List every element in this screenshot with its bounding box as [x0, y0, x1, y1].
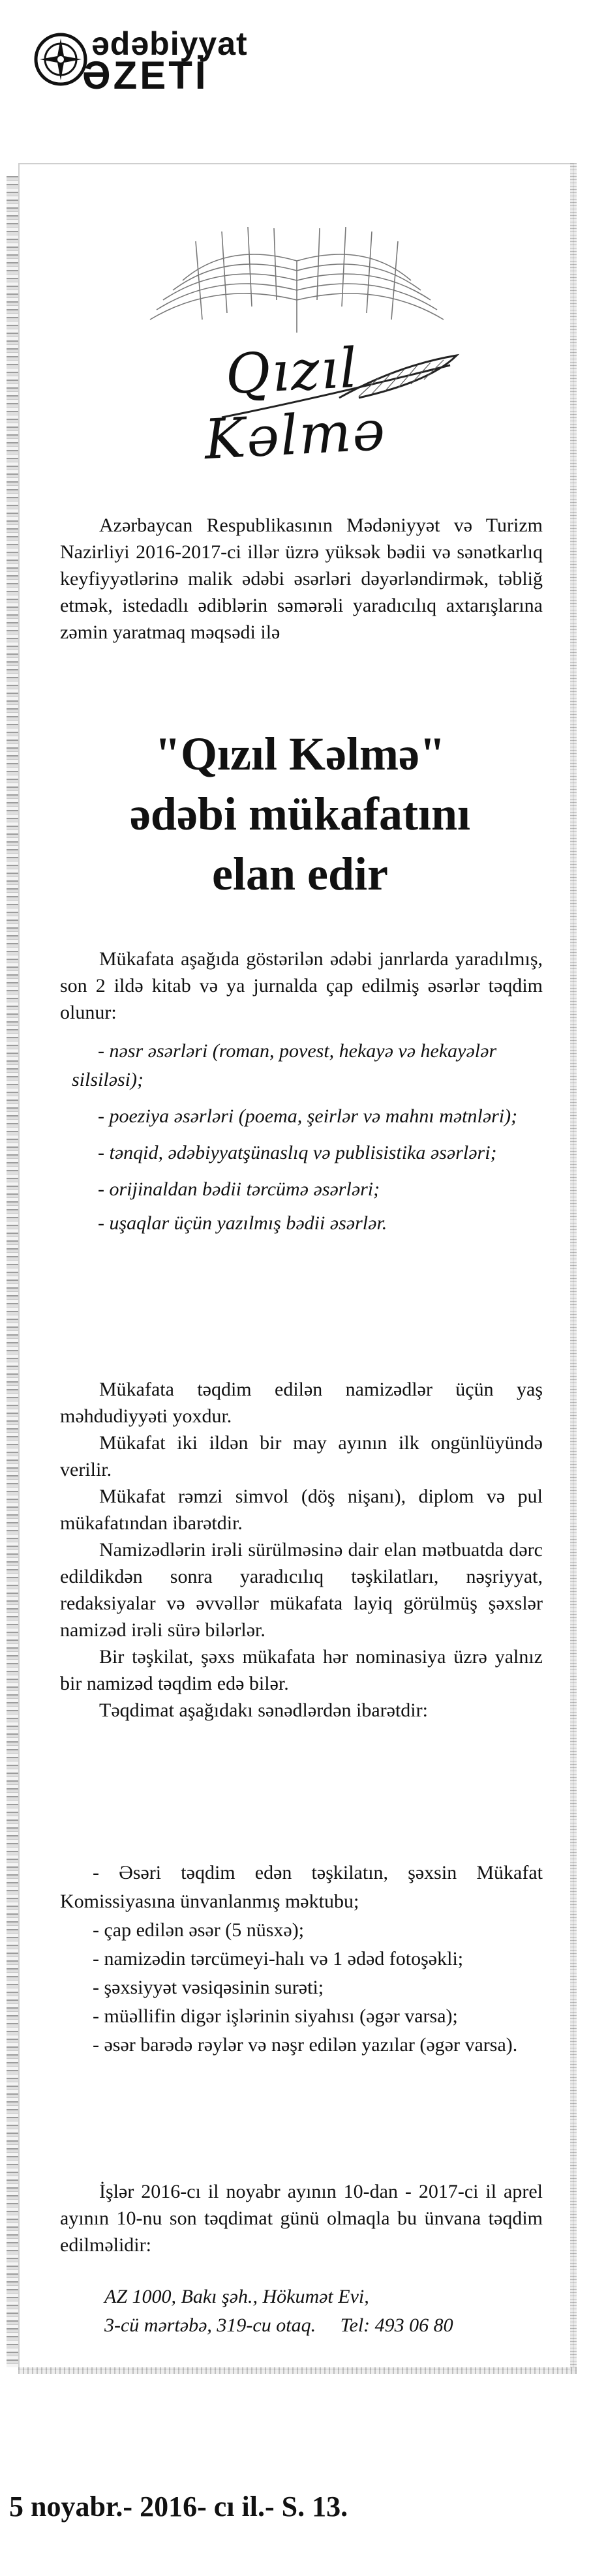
list-item: - orijinaldan bədii tərcümə əsərləri; — [98, 1178, 380, 1200]
address-line-1: AZ 1000, Bakı şəh., Hökumət Evi, — [104, 2286, 369, 2307]
list-item: - çap edilən əsər (5 nüsxə); — [93, 1919, 305, 1941]
rule-paragraph: Təqdimat aşağıdakı sənədlərdən ibarətdir: — [99, 1700, 428, 1721]
eligibility-paragraph — [60, 946, 543, 1026]
list-item: - nəsr əsərləri (roman, povest, hekayə və hekayələr silsiləsi); — [72, 1040, 497, 1090]
list-item: - poeziya əsərləri (poema, şeirlər və mahnı mətnləri); — [98, 1105, 518, 1127]
list-item: - şəxsiyyət vəsiqəsinin surəti; — [93, 1977, 324, 1998]
intro-paragraph: Azərbaycan Respublikasının Mədəniyyət və Turizm Nazirliyi 2016-2017-ci illər üzrə yüksək bədii və sənətkarlıq keyfiyyətlərinə malik ədəbi əsərləri dəyərləndirmək, təbliğ etmək, istedadlı ədiblərin səmərəli yaradıcılıq axtarışlarına zəmin yaratmaq məqsədi ilə — [60, 515, 543, 643]
address-line-2 — [104, 2311, 548, 2340]
frame-shadow-bottom — [18, 2367, 577, 2374]
address-phone: Tel: 493 06 80 — [340, 2314, 453, 2336]
publication-dateline: 5 noyabr.- 2016- cı il.- S. 13. — [9, 2491, 348, 2523]
rule-paragraph: Namizədlərin irəli sürülməsinə dair elan mətbuatda dərc edildikdən sonra yaradıcılıq təşkilatları, nəşriyyat, redaksiyalar və əvvəllər mükafata layiq görülmüş şəxslər namizəd irəli sürə bilərlər. — [60, 1539, 543, 1641]
masthead-emblem-icon — [31, 30, 90, 89]
rule-paragraph: Mükafata təqdim edilən namizədlər üçün yaş məhdudiyyəti yoxdur. — [60, 1379, 543, 1427]
masthead-title-bottom: ƏZETİ — [82, 53, 209, 97]
address-floor-room: 3-cü mərtəbə, 319-cu otaq. — [104, 2314, 316, 2336]
title-line-1: "Qızıl Kəlmə" — [155, 728, 446, 780]
list-item: - müəllifin digər işlərinin siyahısı (əgər varsa); — [93, 2005, 458, 2027]
documents-list — [60, 1859, 543, 2059]
logo-title: Qızıl Kəlmə — [202, 335, 388, 472]
rules-block — [60, 1376, 543, 1724]
eligibility-text: Mükafata aşağıda göstərilən ədəbi janrlarda yaradılmış, son 2 ildə kitab və ya jurnalda çap edilmiş əsərlər təqdim olunur: — [60, 948, 543, 1023]
list-item: - əsər barədə rəylər və nəşr edilən yazılar (əgər varsa). — [93, 2034, 518, 2056]
announcement-title — [59, 724, 541, 904]
list-item: - uşaqlar üçün yazılmış bədii əsərlər. — [98, 1212, 387, 1234]
deadline-paragraph: İşlər 2016-cı il noyabr ayının 10-dan - 2017-ci il aprel ayının 10-nu son təqdimat günü olmaqla bu ünvana təqdim edilməlidir: — [60, 2181, 543, 2256]
rule-paragraph: Bir təşkilat, şəxs mükafata hər nominasiya üzrə yalnız bir namizəd təqdim edə bilər. — [60, 1646, 543, 1694]
newspaper-masthead — [31, 26, 305, 98]
frame-shadow-right — [570, 163, 577, 2374]
list-item: - tənqid, ədəbiyyatşünaslıq və publisistika əsərləri; — [98, 1142, 497, 1163]
list-item: - namizədin tərcümeyi-halı və 1 ədəd fotoşəkli; — [93, 1948, 464, 1969]
title-line-2: ədəbi mükafatını — [129, 788, 471, 840]
masthead-title-top: ədəbiyyat — [91, 25, 248, 62]
submission-address — [104, 2283, 548, 2340]
rule-paragraph: Mükafat iki ildən bir may ayının ilk ongünlüyündə verilir. — [60, 1432, 543, 1480]
genre-list — [72, 1037, 541, 1238]
list-item: - Əsəri təqdim edən təşkilatın, şəxsin Mükafat Komissiyasına ünvanlanmış məktubu; — [60, 1862, 543, 1912]
rule-paragraph: Mükafat rəmzi simvol (döş nişanı), diplom və pul mükafatından ibarətdir. — [60, 1486, 543, 1534]
title-line-3: elan edir — [212, 848, 388, 900]
